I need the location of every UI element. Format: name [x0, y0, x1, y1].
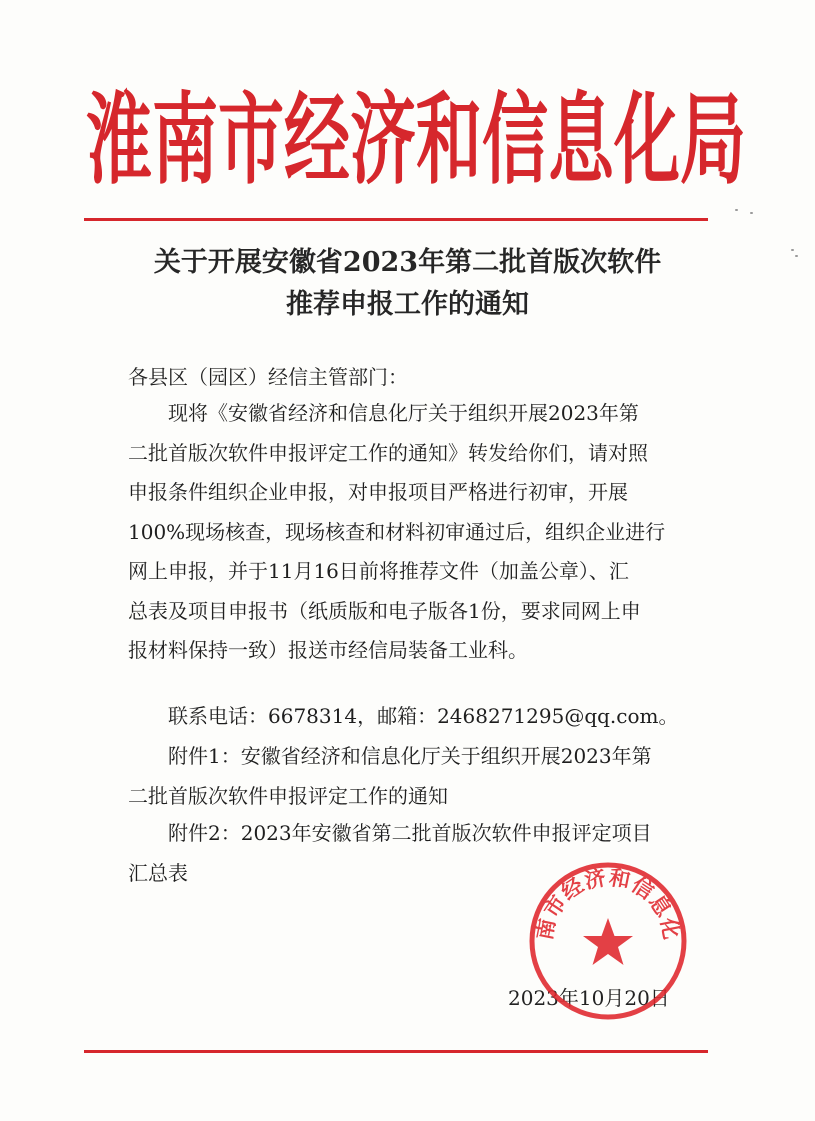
seal-graphic: [527, 860, 689, 1022]
paragraph-line: 二批首版次软件申报评定工作的通知》转发给你们，请对照: [128, 440, 648, 465]
contact-info: [128, 701, 688, 741]
attachment-2-line: 附件2：2023年安徽省第二批首版次软件申报评定项目: [128, 821, 652, 845]
salutation: 各县区（园区）经信主管部门：: [128, 365, 408, 389]
paragraph-line: 网上申报，并于11月16日前将推荐文件（加盖公章）、汇: [128, 559, 629, 583]
document-title-line-1: 关于开展安徽省2023年第二批首版次软件: [153, 247, 662, 278]
header-red-rule: [84, 218, 708, 221]
attachment-1: [128, 741, 688, 820]
attachment-1-line: 二批首版次软件申报评定工作的通知: [128, 783, 448, 808]
scan-speck: [791, 249, 794, 251]
paragraph-line: 总表及项目申报书（纸质版和电子版各1份，要求同网上申: [128, 598, 641, 623]
seal-star-icon: [583, 918, 633, 965]
paragraph-line: 现将《安徽省经济和信息化厅关于组织开展2023年第: [128, 401, 639, 425]
paragraph-line: 100%现场核查，现场核查和材料初审通过后，组织企业进行: [128, 519, 666, 544]
letterhead-org-name: 淮南市经济和信息化局: [86, 82, 746, 198]
scan-speck: [750, 212, 753, 214]
document-title-line-2: 推荐申报工作的通知: [286, 289, 529, 320]
footer-red-rule: [84, 1050, 708, 1053]
paragraph-line: 申报条件组织企业申报，对申报项目严格进行初审，开展: [128, 480, 628, 504]
scan-speck: [795, 255, 798, 257]
seal-text: 南市经济和信息化: [532, 865, 684, 942]
contact-line: 联系电话：6678314，邮箱：2468271295@qq.com。: [128, 704, 679, 728]
document-date: 2023年10月20日: [508, 986, 670, 1010]
attachment-1-line: 附件1：安徽省经济和信息化厅关于组织开展2023年第: [128, 744, 652, 768]
main-paragraph: [128, 398, 688, 675]
paragraph-line: 报材料保持一致）报送市经信局装备工业科。: [128, 638, 528, 662]
attachment-2-line: 汇总表: [128, 860, 188, 885]
scan-speck: [735, 209, 738, 211]
official-seal-stamp: [527, 860, 689, 1022]
